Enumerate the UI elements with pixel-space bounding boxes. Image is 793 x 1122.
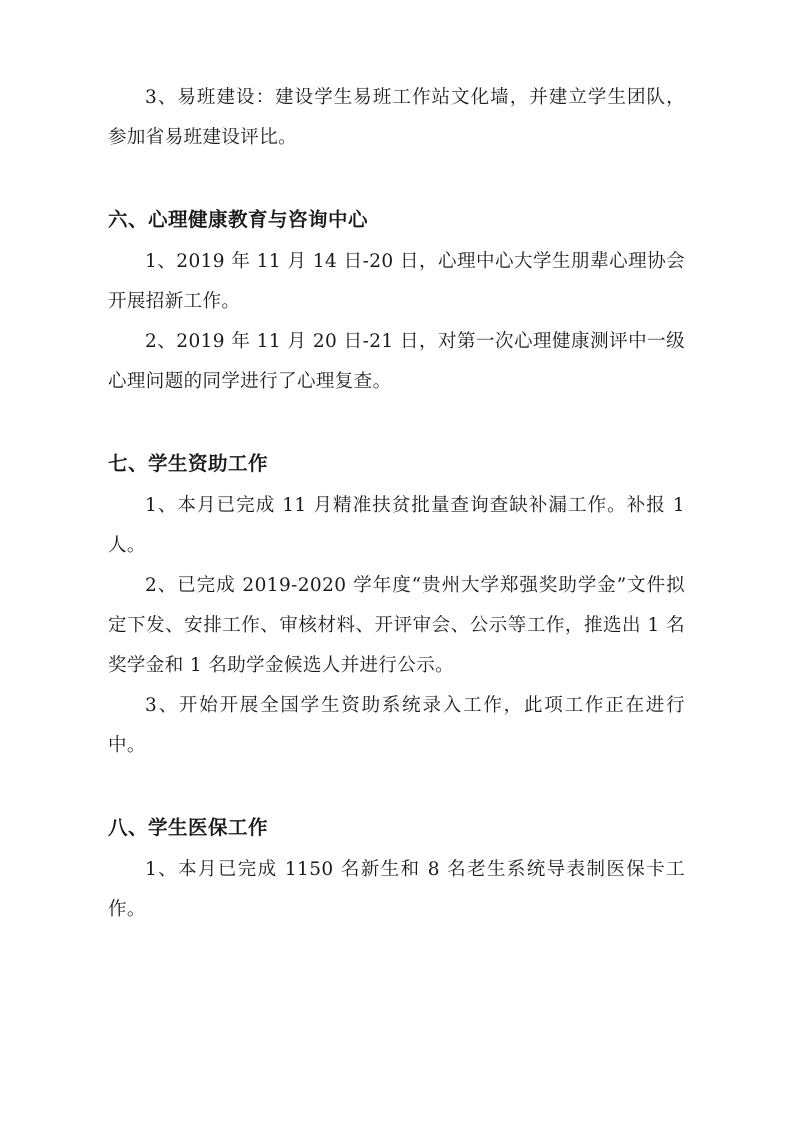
vertical-spacer [108,158,685,176]
para-6-1: 1、2019 年 11 月 14 日-20 日，心理中心大学生朋辈心理协会开展招新工作。 [108,251,685,312]
para-7-3: 3、开始开展全国学生资助系统录入工作，此项工作正在进行中。 [108,695,685,756]
heading-section-six: 六、心理健康教育与咨询中心 [108,208,369,231]
para-7-1: 1、本月已完成 11 月精准扶贫批量查询查缺补漏工作。补报 1 人。 [108,495,685,556]
heading-section-seven: 七、学生资助工作 [108,452,269,475]
document-body [108,78,685,930]
para-yiban-construction: 3、易班建设：建设学生易班工作站文化墙，并建立学生团队，参加省易班建设评比。 [108,87,685,148]
para-7-2: 2、已完成 2019-2020 学年度“贵州大学郑强奖助学金”文件拟定下发、安排工作、审核材料、开评审会、公示等工作，推选出 1 名奖学金和 1 名助学金候选人并进行公示。 [108,575,685,676]
para-6-2: 2、2019 年 11 月 20 日-21 日，对第一次心理健康测评中一级心理问题的同学进行了心理复查。 [108,331,685,392]
vertical-spacer [108,402,685,420]
heading-section-eight: 八、学生医保工作 [108,816,269,839]
vertical-spacer [108,766,685,784]
para-8-1: 1、本月已完成 1150 名新生和 8 名老生系统导表制医保卡工作。 [108,859,685,920]
